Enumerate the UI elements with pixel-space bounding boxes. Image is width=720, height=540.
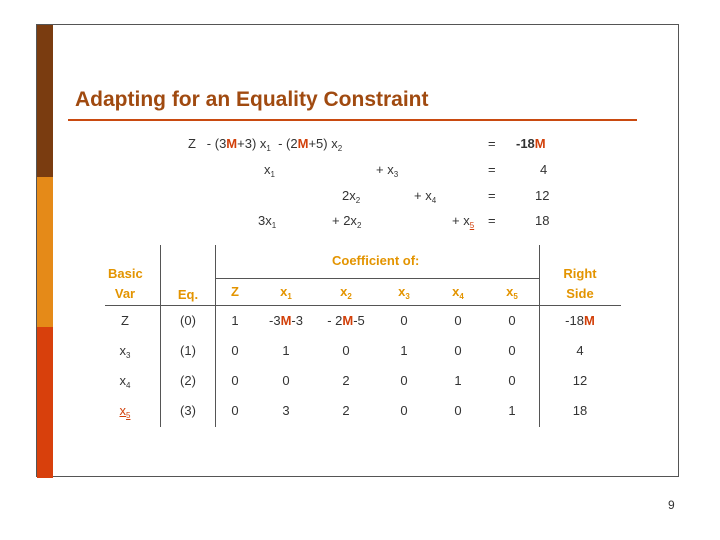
row-cell: 0: [400, 373, 408, 388]
rhs-1: 4: [540, 162, 548, 177]
row-eq: (3): [180, 403, 196, 418]
equals-sign: =: [488, 136, 496, 151]
equation-row-3-x2: + $2x_2$: [332, 213, 362, 230]
row-basic-var: $x_4$: [119, 373, 131, 390]
row-cell: 0: [508, 373, 516, 388]
table-divider: [215, 278, 539, 279]
row-basic-var: $x_3$: [119, 343, 131, 360]
row-cell: 2: [342, 373, 350, 388]
rhs-3: 18: [535, 213, 550, 228]
row-cell: 0: [342, 343, 350, 358]
equation-row-1-x: $x_1$: [264, 162, 275, 179]
equation-row-2-x: $2x_2$: [342, 188, 361, 205]
rhs-header: Right: [563, 266, 597, 281]
row-basic-var: Z: [121, 313, 129, 328]
z-header: Z: [231, 284, 239, 299]
row-cell: 1: [508, 403, 516, 418]
rhs-header: Side: [566, 286, 594, 301]
x5-header: $x_5$: [506, 284, 518, 301]
x3-header: $x_3$: [398, 284, 410, 301]
basic-var-header: Var: [114, 286, 136, 301]
row-cell: 0: [231, 403, 239, 418]
row-cell: 0: [454, 313, 462, 328]
equals-sign: =: [488, 162, 496, 177]
row-rhs: 12: [572, 373, 588, 388]
decorative-side-bar: [37, 25, 53, 478]
basic-var-header: Basic: [108, 266, 143, 281]
eq-header: Eq.: [177, 287, 199, 302]
row-cell: 0: [454, 343, 462, 358]
row-eq: (2): [180, 373, 196, 388]
table-divider: [539, 245, 540, 427]
row-cell: 0: [454, 403, 462, 418]
row-rhs: -18M: [565, 313, 595, 328]
row-cell: - 2M-5: [327, 313, 365, 328]
slide-title: Adapting for an Equality Constraint: [75, 88, 429, 111]
rhs-0: -18M: [516, 136, 546, 151]
row-cell: 0: [400, 313, 408, 328]
equals-sign: =: [488, 188, 496, 203]
equation-row-0: Z - (3M+3) $x_1 - (2M+5)$ $x_2$: [188, 136, 343, 153]
table-divider: [215, 245, 216, 427]
row-cell: 0: [400, 403, 408, 418]
row-eq: (1): [180, 343, 196, 358]
row-rhs: 18: [572, 403, 588, 418]
row-cell: 0: [282, 373, 290, 388]
table-header-rule: [105, 305, 621, 306]
x4-header: $x_4$: [452, 284, 464, 301]
row-basic-var: $x_5$: [119, 403, 131, 420]
row-cell: 0: [508, 343, 516, 358]
title-underline: [68, 119, 637, 121]
equation-row-3-artificial: + $x_5$: [452, 213, 475, 230]
x1-header: $x_1$: [280, 284, 292, 301]
row-cell: 1: [231, 313, 239, 328]
row-cell: 3: [282, 403, 290, 418]
equation-row-1-slack: + $x_3$: [376, 162, 399, 179]
row-cell: 1: [400, 343, 408, 358]
row-cell: -3M-3: [269, 313, 303, 328]
row-cell: 2: [342, 403, 350, 418]
page-number: 9: [668, 498, 675, 512]
rhs-2: 12: [535, 188, 550, 203]
row-cell: 1: [282, 343, 290, 358]
row-rhs: 4: [576, 343, 584, 358]
equation-row-2-slack: + $x_4$: [414, 188, 437, 205]
x2-header: $x_2$: [340, 284, 352, 301]
row-cell: 0: [231, 343, 239, 358]
row-eq: (0): [180, 313, 196, 328]
table-divider: [160, 245, 161, 427]
coefficient-header: Coefficient of:: [332, 253, 420, 268]
row-cell: 0: [231, 373, 239, 388]
equals-sign: =: [488, 213, 496, 228]
row-cell: 1: [454, 373, 462, 388]
equation-row-3-x1: $3x_1$: [258, 213, 277, 230]
row-cell: 0: [508, 313, 516, 328]
